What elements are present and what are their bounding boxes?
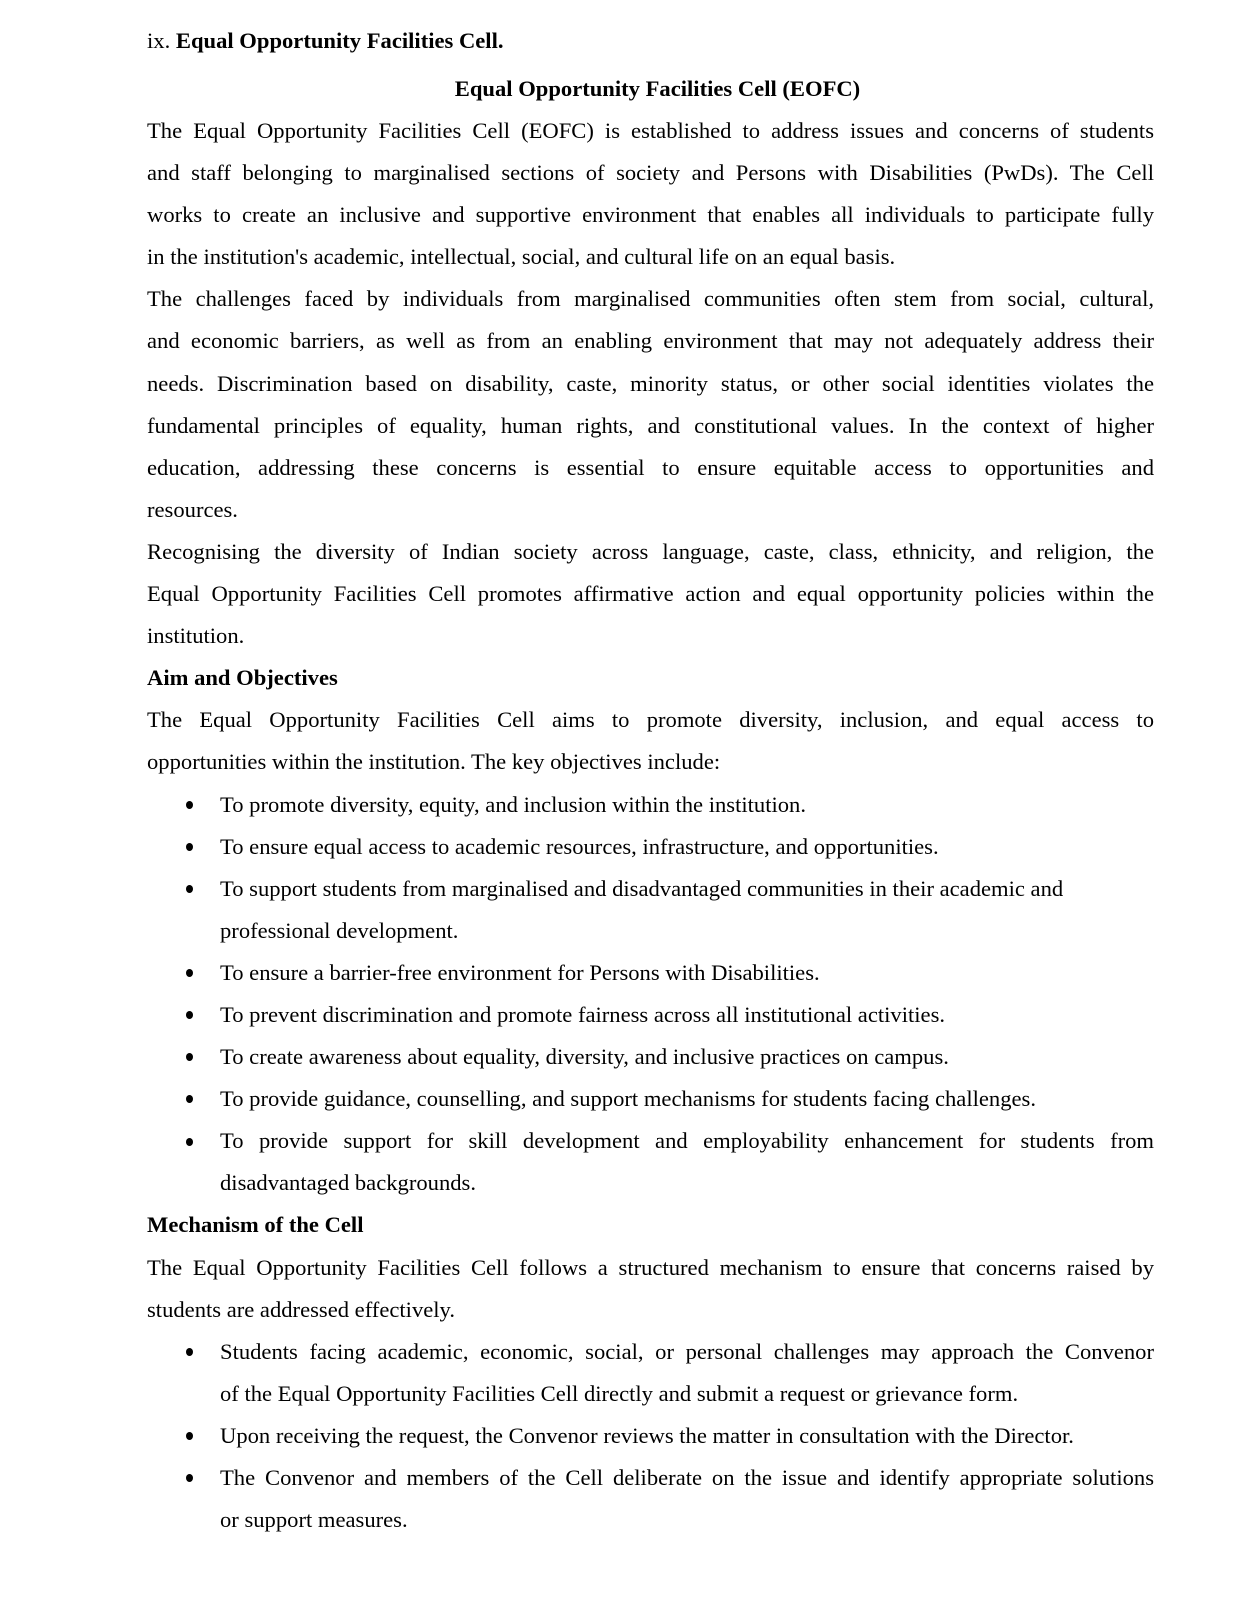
paragraph-line: Recognising the diversity of Indian society across language, caste, class, ethnicity, and religion, the (147, 538, 1154, 564)
bullet-icon (184, 784, 194, 826)
objective-item: To ensure a barrier-free environment for Persons with Disabilities. (147, 952, 1154, 994)
paragraph-line: Equal Opportunity Facilities Cell promotes affirmative action and equal opportunity policies within the (147, 581, 1154, 607)
paragraph-line: The Equal Opportunity Facilities Cell aims to promote diversity, inclusion, and equal access to (147, 707, 1154, 733)
mechanism-heading: Mechanism of the Cell (147, 1212, 364, 1238)
paragraph-line: education, addressing these concerns is essential to ensure equitable access to opportunities and (147, 454, 1154, 480)
objective-item: To support students from marginalised and disadvantaged communities in their academic and professional development. (147, 868, 1154, 952)
mechanism-section (147, 1204, 1154, 1541)
mechanism-step: Students facing academic, economic, social, or personal challenges may approach the Convenor of the Equal Opportunity Facilities Cell directly and submit a request or grievance form. (147, 1331, 1154, 1415)
bullet-icon (184, 1036, 194, 1078)
objective-item: To prevent discrimination and promote fairness across all institutional activities. (147, 994, 1154, 1036)
intro-paragraph (147, 110, 1154, 278)
mechanism-step: The Convenor and members of the Cell deliberate on the issue and identify appropriate solutions or support measures. (147, 1457, 1154, 1541)
paragraph-line: institution. (147, 623, 245, 649)
section-heading-title: Equal Opportunity Facilities Cell. (175, 28, 504, 53)
paragraph-line: The Equal Opportunity Facilities Cell follows a structured mechanism to ensure that concerns raised by (147, 1254, 1154, 1280)
mechanism-step: Upon receiving the request, the Convenor reviews the matter in consultation with the Director. (147, 1415, 1154, 1457)
bullet-icon (184, 868, 194, 910)
bullet-icon (184, 952, 194, 994)
aims-heading: Aim and Objectives (147, 665, 338, 691)
diversity-paragraph (147, 531, 1154, 657)
paragraph-line: opportunities within the institution. The key objectives include: (147, 749, 721, 775)
section-heading (147, 22, 1154, 60)
objective-item: To provide support for skill development and employability enhancement for students from disadvantaged backgrounds. (147, 1120, 1154, 1204)
paragraph-line: students are addressed effectively. (147, 1296, 456, 1322)
step-continuation: or support measures. (220, 1507, 408, 1533)
bullet-icon (184, 1120, 194, 1162)
bullet-icon (184, 1078, 194, 1120)
paragraph-line: The Equal Opportunity Facilities Cell (EOFC) is established to address issues and concerns of students (147, 118, 1154, 143)
paragraph-line: and economic barriers, as well as from an enabling environment that may not adequately address their (147, 328, 1154, 354)
bullet-icon (184, 994, 194, 1036)
bullet-icon (184, 1415, 194, 1457)
objective-item: To provide guidance, counselling, and support mechanisms for students facing challenges. (147, 1078, 1154, 1120)
document-page (147, 22, 1154, 1541)
bullet-icon (184, 1457, 194, 1499)
paragraph-line: works to create an inclusive and supportive environment that enables all individuals to participate fully (147, 202, 1154, 228)
objective-item: To promote diversity, equity, and inclusion within the institution. (147, 784, 1154, 826)
aims-section (147, 657, 1154, 1204)
bullet-icon (184, 1331, 194, 1373)
paragraph-line: resources. (147, 496, 238, 522)
objective-item: To ensure equal access to academic resources, infrastructure, and opportunities. (147, 826, 1154, 868)
bullet-icon (184, 826, 194, 868)
paragraph-line: and staff belonging to marginalised sections of society and Persons with Disabilities (PwDs). The Cell (147, 160, 1154, 186)
paragraph-line: needs. Discrimination based on disability, caste, minority status, or other social identities violates the (147, 370, 1154, 396)
paragraph-line: The challenges faced by individuals from marginalised communities often stem from social, cultural, (147, 286, 1154, 312)
objective-continuation: professional development. (220, 917, 459, 943)
objective-item: To create awareness about equality, diversity, and inclusive practices on campus. (147, 1036, 1154, 1078)
section-number: ix. (147, 28, 176, 53)
paragraph-line: fundamental principles of equality, human rights, and constitutional values. In the context of higher (147, 412, 1154, 438)
document-title: Equal Opportunity Facilities Cell (EOFC) (454, 76, 861, 101)
objective-continuation: disadvantaged backgrounds. (220, 1170, 476, 1196)
step-continuation: of the Equal Opportunity Facilities Cell directly and submit a request or grievance form. (220, 1380, 1019, 1406)
paragraph-line: in the institution's academic, intellectual, social, and cultural life on an equal basis. (147, 244, 896, 270)
challenges-paragraph (147, 278, 1154, 531)
